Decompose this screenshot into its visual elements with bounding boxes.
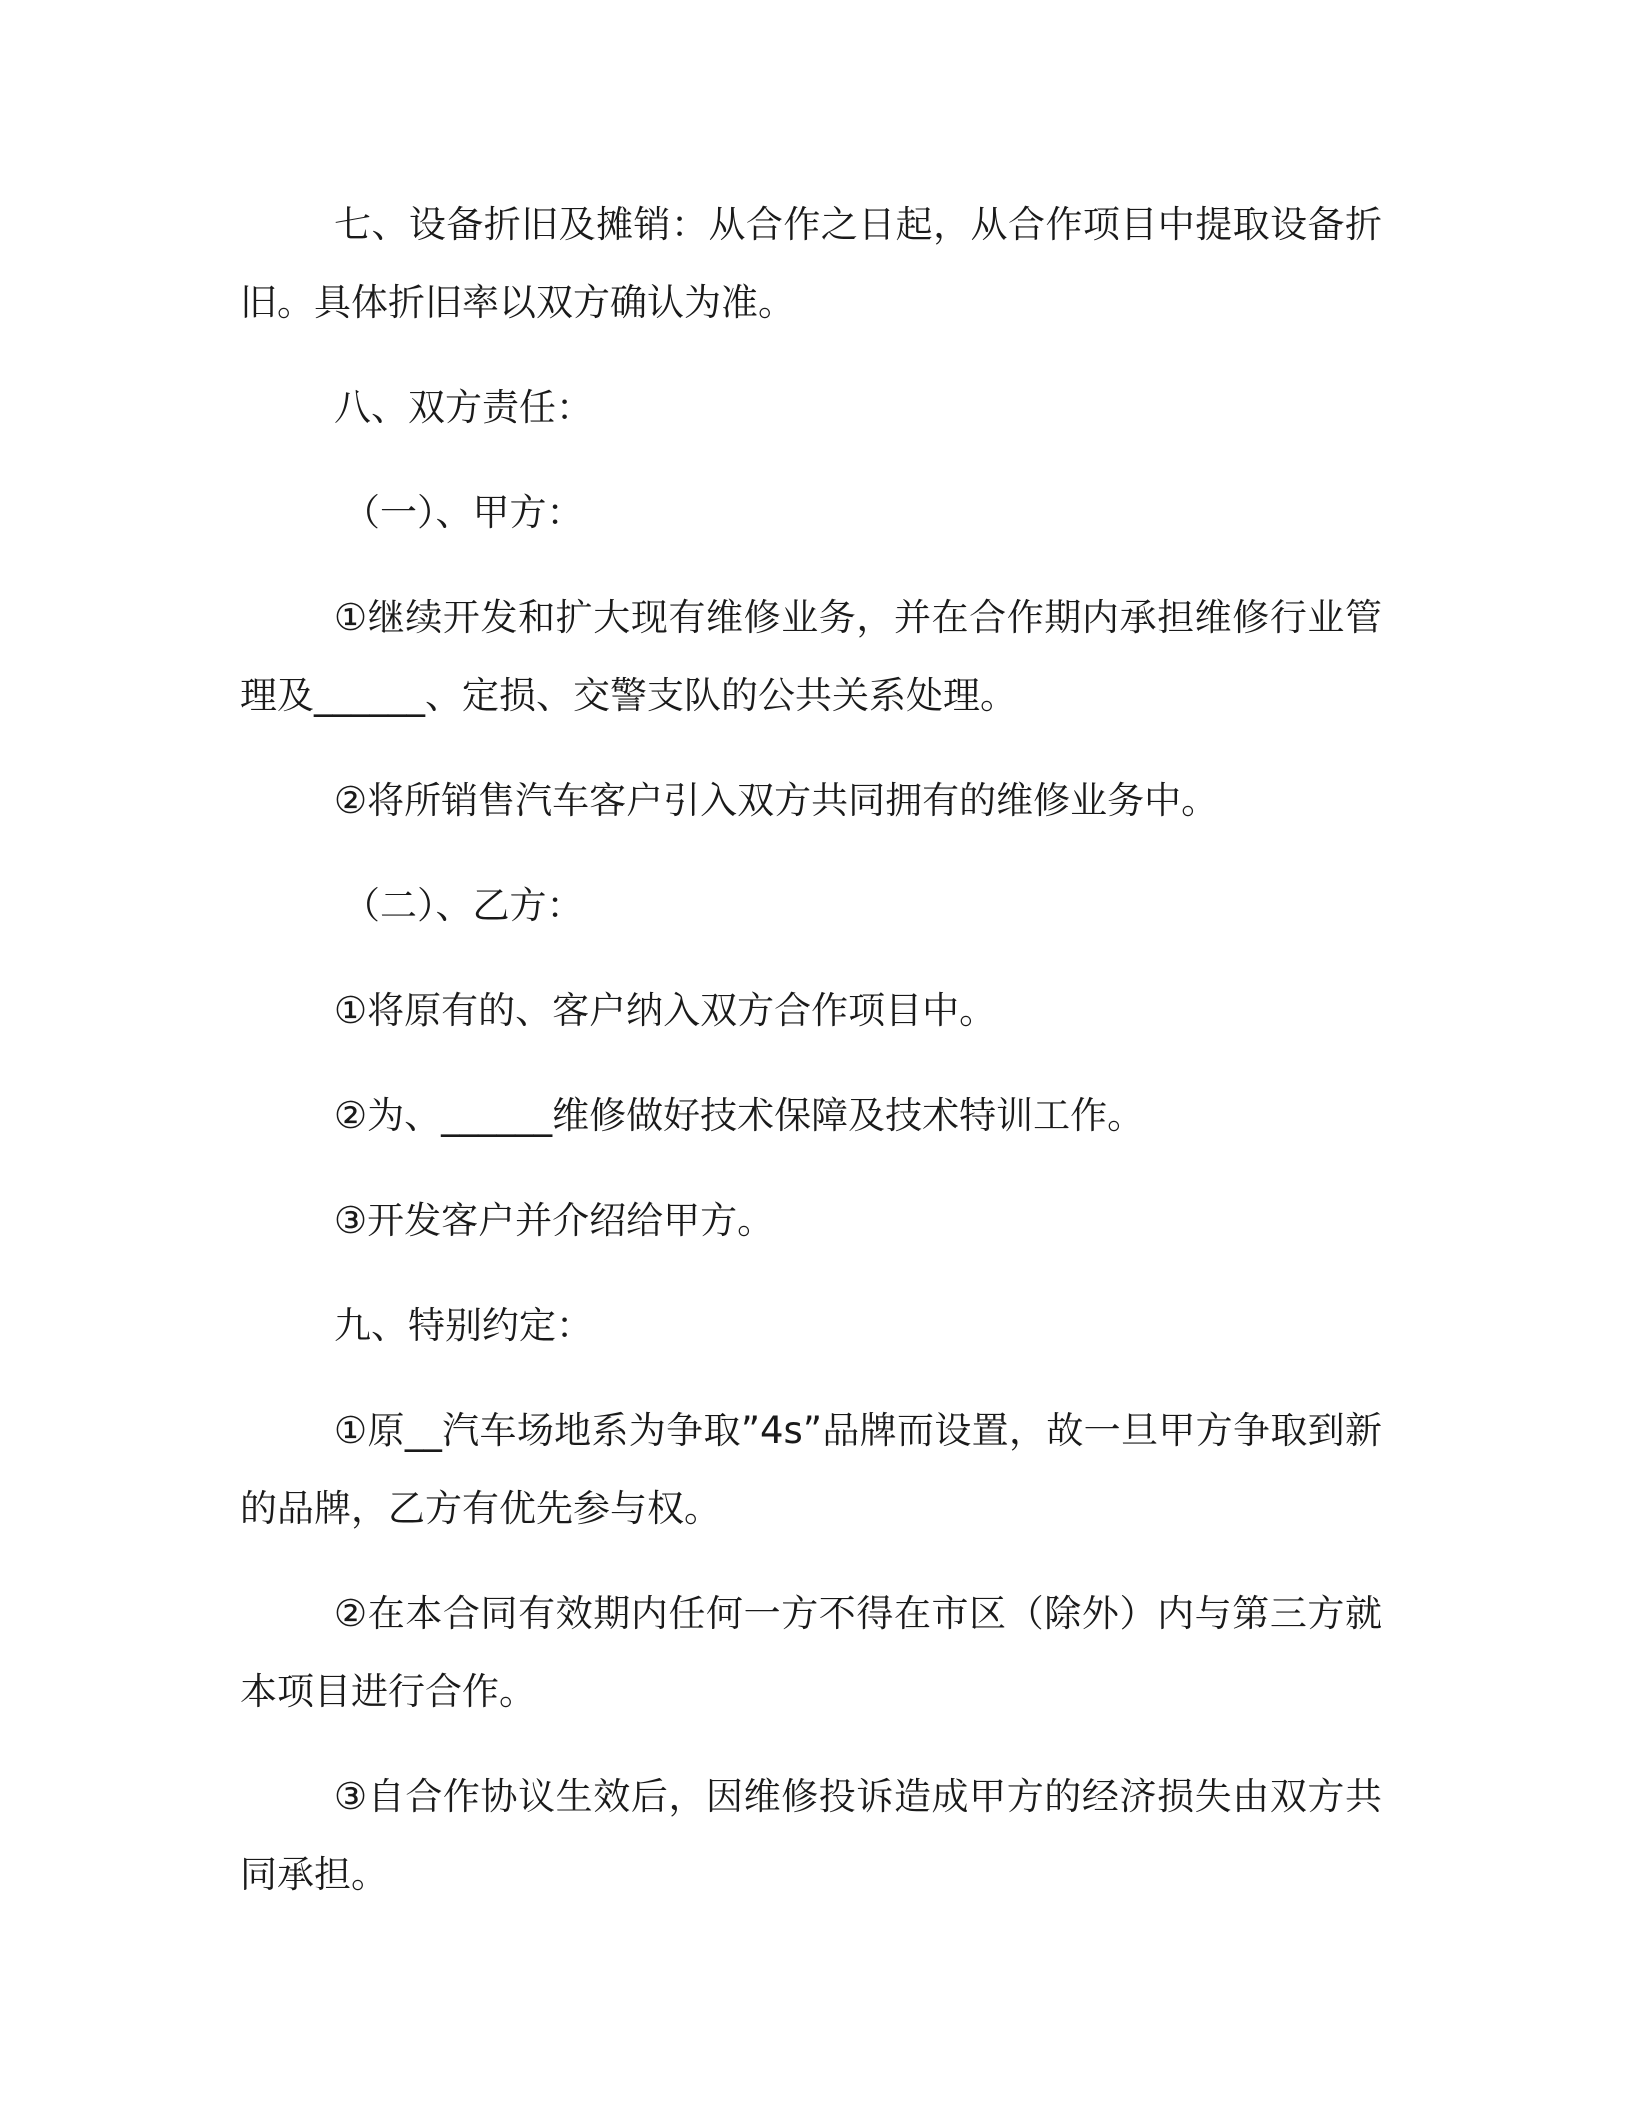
party-a-item-1: ①继续开发和扩大现有维修业务，并在合作期内承担维修行业管理及______、定损、交警支队的公共关系处理。 [240, 596, 1382, 717]
special-item-2: ②在本合同有效期内任何一方不得在市区（除外）内与第三方就本项目进行合作。 [240, 1592, 1382, 1713]
clause-9-heading: 九、特别约定： [334, 1304, 593, 1347]
party-b-heading: （二）、乙方： [343, 884, 584, 927]
party-b-item-1: ①将原有的、客户纳入双方合作项目中。 [334, 989, 997, 1032]
document-body [240, 186, 1382, 1941]
party-a-heading: （一）、甲方： [343, 491, 584, 534]
clause-7-depreciation: 七、设备折旧及摊销：从合作之日起，从合作项目中提取设备折旧。具体折旧率以双方确认为准。 [240, 203, 1382, 324]
special-item-1: ①原__汽车场地系为争取”4s”品牌而设置，故一旦甲方争取到新的品牌，乙方有优先参与权。 [240, 1409, 1382, 1530]
special-item-3: ③自合作协议生效后，因维修投诉造成甲方的经济损失由双方共同承担。 [240, 1775, 1382, 1896]
clause-8-heading: 八、双方责任： [334, 386, 593, 429]
party-a-item-2: ②将所销售汽车客户引入双方共同拥有的维修业务中。 [334, 779, 1219, 822]
party-b-item-3: ③开发客户并介绍给甲方。 [334, 1199, 775, 1242]
party-b-item-2: ②为、______维修做好技术保障及技术特训工作。 [334, 1094, 1145, 1137]
